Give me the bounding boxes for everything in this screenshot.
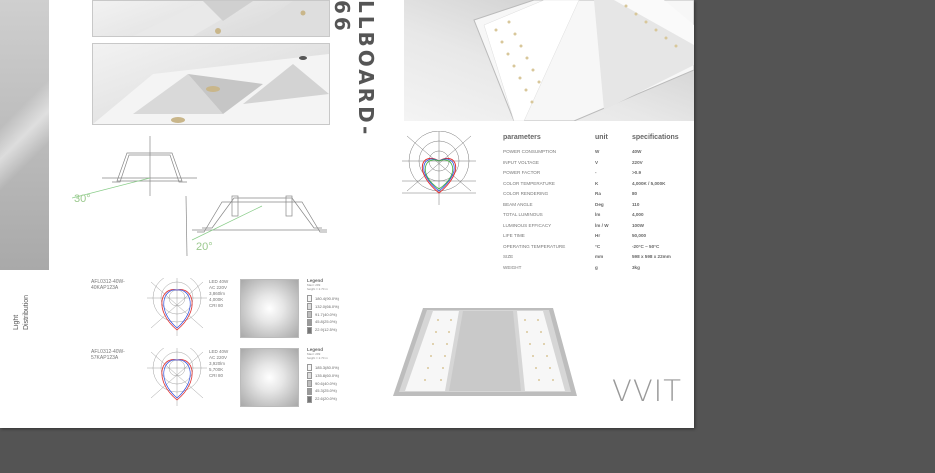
parameter-unit: V	[595, 159, 599, 165]
legend-2-title: Legend	[307, 347, 324, 352]
parameter-row	[503, 221, 693, 232]
legend-swatch	[307, 388, 312, 395]
legend-swatch	[307, 372, 312, 379]
parameter-unit: Deg	[595, 201, 604, 207]
hero-product-photo	[404, 0, 694, 121]
legend-value: 185.3(80.0%)	[315, 365, 340, 370]
parameter-name: POWER CONSUMPTION	[503, 149, 557, 154]
parameter-row	[503, 189, 693, 200]
angle-30-label: 30°	[74, 193, 91, 205]
legend-value: 22.9(12.5%)	[315, 327, 337, 333]
legend-swatch	[307, 396, 312, 403]
legend-entry	[307, 380, 352, 388]
parameter-name: COLOR RENDERING	[503, 191, 549, 196]
legend-1	[307, 278, 352, 334]
parameter-name: COLOR TEMPERATURE	[503, 180, 555, 186]
legend-entry	[307, 326, 352, 334]
polar-diagram-model-2	[147, 348, 207, 406]
parameter-row	[503, 147, 693, 158]
parameter-value: 100W	[632, 222, 645, 228]
legend-entry	[307, 395, 352, 403]
header-specifications: specifications	[632, 134, 679, 141]
parameter-row	[503, 231, 693, 242]
parameter-unit: lm / W	[595, 222, 609, 228]
brand-logo: VVIT	[612, 374, 682, 408]
legend-swatch	[307, 311, 312, 318]
parameter-value: -20°C ~ 50°C	[632, 243, 660, 249]
legend-swatch	[307, 295, 312, 302]
parameter-name: POWER FACTOR	[503, 170, 541, 175]
parameter-value: 110	[632, 201, 640, 207]
model-code-2: AFL0312-40W- 57KAP123A	[91, 349, 125, 361]
legend-swatch	[307, 327, 312, 334]
legend-value: 22.6(20.0%)	[315, 396, 337, 402]
parameter-row	[503, 168, 693, 179]
product-title: LLBOARD-66	[330, 0, 378, 138]
light-distribution-label: Light Distribution	[13, 294, 30, 330]
parameter-name: SIZE	[503, 254, 514, 259]
model-spec-2: LED 40W AC 220V 3,920lm 5,700K CRI 80	[209, 349, 229, 378]
isolux-plot-1	[240, 279, 299, 338]
angle-20-label: 20°	[196, 241, 213, 253]
parameter-name: INPUT VOLTAGE	[503, 159, 539, 165]
product-photo-edge	[0, 0, 49, 270]
parameter-row	[503, 158, 693, 169]
parameter-unit: -	[595, 170, 597, 175]
legend-1-sub: Max= 299 height = 2.70 m	[307, 283, 328, 291]
parameter-unit: lm	[595, 212, 601, 217]
header-unit: unit	[595, 134, 608, 141]
parameter-table	[503, 134, 693, 273]
model-spec-1: LED 40W AC 220V 3,860lm 4,000K CRI 80	[209, 279, 229, 308]
parameter-name: LUMINOUS EFFICACY	[503, 222, 552, 228]
legend-entry	[307, 372, 352, 380]
legend-value: 135.8(60.0%)	[315, 372, 340, 378]
legend-entry	[307, 303, 352, 311]
header-parameters: parameters	[503, 134, 541, 141]
polar-diagram-model-1	[147, 278, 207, 336]
polar-diagram-main	[402, 131, 476, 205]
panel-photo-bottom	[393, 308, 577, 396]
parameter-row	[503, 210, 693, 221]
legend-swatch	[307, 319, 312, 326]
legend-2	[307, 347, 352, 403]
legend-value: 132.0(66.0%)	[315, 303, 340, 309]
parameter-unit: Ra	[595, 191, 601, 196]
parameter-value: 220V	[632, 159, 643, 165]
isolux-plot-2	[240, 348, 299, 407]
legend-value: 180.4(90.0%)	[315, 296, 340, 301]
legend-value: 45.3(25.0%)	[315, 388, 337, 394]
parameter-name: WEIGHT	[503, 264, 522, 270]
legend-swatch	[307, 380, 312, 387]
legend-entry	[307, 364, 352, 372]
detail-photo-bottom	[92, 43, 330, 125]
parameter-name: TOTAL LUMINOUS	[503, 212, 543, 217]
parameter-unit: mm	[595, 254, 604, 259]
parameter-row	[503, 263, 693, 274]
parameter-value: 4,000	[632, 212, 644, 217]
model-code-1: AFL0312-40W- 40KAP123A	[91, 279, 125, 291]
parameter-unit: g	[595, 264, 598, 270]
parameter-value: 598 x 598 x 22mm	[632, 254, 671, 259]
parameter-value: >0.9	[632, 170, 642, 175]
parameter-value: 3kg	[632, 264, 640, 270]
parameter-name: LIFE TIME	[503, 233, 525, 238]
parameter-unit: Hr	[595, 233, 601, 238]
legend-1-title: Legend	[307, 278, 324, 283]
parameter-unit: K	[595, 180, 599, 186]
legend-swatch	[307, 364, 312, 371]
parameter-row	[503, 252, 693, 263]
legend-entry	[307, 311, 352, 319]
parameter-row	[503, 242, 693, 253]
parameter-unit: °C	[595, 243, 601, 249]
legend-value: 45.8(25.0%)	[315, 319, 337, 325]
parameter-unit: W	[595, 149, 600, 154]
legend-entry	[307, 318, 352, 326]
parameter-name: BEAM ANGLE	[503, 201, 533, 207]
parameter-value: 50,000	[632, 233, 647, 238]
detail-photo-top	[92, 0, 330, 37]
cross-section-diagram	[72, 136, 342, 256]
parameter-value: 40W	[632, 149, 642, 154]
legend-entry	[307, 295, 352, 303]
legend-swatch	[307, 303, 312, 310]
parameter-name: OPERATING TEMPERATURE	[503, 243, 566, 249]
legend-value: 90.6(40.0%)	[315, 380, 337, 386]
parameter-row	[503, 179, 693, 190]
legend-2-sub: Max= 299 height = 2.70 m	[307, 352, 328, 360]
parameter-value: 4,000K / 5,000K	[632, 180, 666, 186]
parameter-row	[503, 200, 693, 211]
legend-value: 91.7(40.0%)	[315, 311, 337, 317]
parameter-value: 80	[632, 191, 638, 196]
legend-entry	[307, 387, 352, 395]
